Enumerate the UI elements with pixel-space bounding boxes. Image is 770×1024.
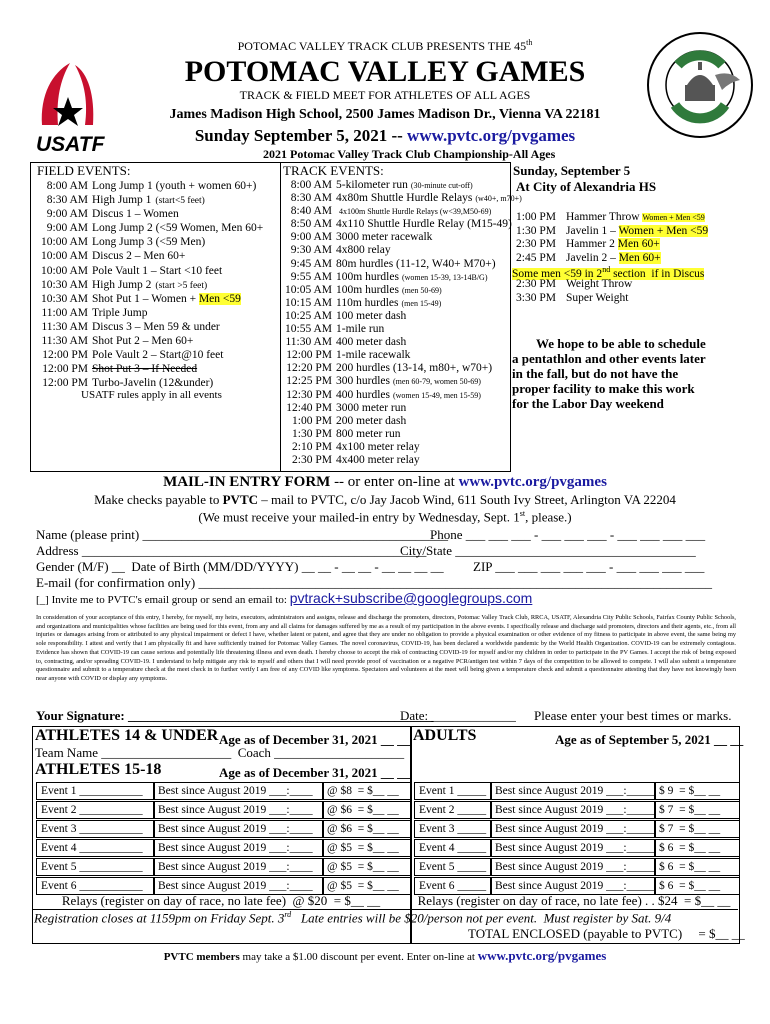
alexandria-event-highlight: Women + Men <59 (642, 213, 705, 222)
track-event-row (284, 218, 512, 231)
mail-in-heading (0, 474, 770, 491)
adult-event-fee[interactable]: $ 7 = $__ __ (654, 801, 740, 819)
discus-note-a: Some men <59 in 2 (512, 267, 603, 280)
invite-email-link[interactable]: pvtrack+subscribe@googlegroups.com (289, 590, 533, 606)
relays-youth[interactable]: Relays (register on day of race, no late fee) @ $20 = $__ __ (61, 893, 381, 908)
track-event-time: 12:40 PM (286, 401, 332, 414)
track-events-heading: TRACK EVENTS: (283, 163, 384, 178)
field-event-name: Discus 1 – Women (92, 208, 179, 221)
alexandria-event-highlight: Men 60+ (617, 238, 660, 250)
field-event-time: 8:00 AM (46, 180, 88, 192)
date-text: Sunday September 5, 2021 -- (194, 126, 408, 145)
track-event-row (284, 244, 509, 257)
field-event-row (34, 306, 279, 320)
track-event-time: 8:40 AM (290, 205, 332, 218)
youth-event-label[interactable]: Event 4 ___________ (36, 839, 155, 857)
field-event-row (34, 207, 279, 221)
track-event-time: 9:45 AM (290, 257, 332, 270)
athletes-15-heading: ATHLETES 15-18 (35, 761, 162, 778)
track-event-time: 10:25 AM (285, 309, 332, 322)
track-event-time: 12:30 PM (286, 388, 332, 401)
track-event-time: 9:30 AM (290, 244, 332, 257)
track-event-row (284, 428, 509, 441)
championship-line: 2021 Potomac Valley Track Club Championship-All Ages (263, 147, 556, 161)
track-event-time: 9:00 AM (290, 231, 332, 244)
track-event-name: 100m hurdles (336, 270, 399, 283)
field-event-row (34, 348, 279, 362)
alexandria-event-highlight: Men 60+ (618, 251, 661, 264)
track-event-name: 1-mile run (336, 323, 385, 336)
alexandria-event-time: 2:30 PM (516, 238, 556, 250)
field-events-heading: FIELD EVENTS: (37, 163, 131, 178)
field-event-row (34, 249, 279, 263)
field-event-name: Pole Vault 1 – Start <10 feet (92, 264, 223, 277)
track-event-row (284, 192, 522, 205)
track-event-row (284, 310, 509, 323)
adult-event-best[interactable]: Best since August 2019 ___:_____ (490, 820, 656, 838)
deadline-line (0, 509, 770, 525)
adult-event-best[interactable]: Best since August 2019 ___:_____ (490, 801, 656, 819)
field-event-time: 12:00 PM (42, 349, 88, 362)
presents-text: POTOMAC VALLEY TRACK CLUB PRESENTS THE 45 (237, 39, 527, 53)
track-event-note: (w40+, m70+) (475, 194, 522, 204)
youth-event-fee[interactable]: @ $8 = $__ __ (322, 782, 412, 800)
track-event-name: 4x100 meter relay (336, 440, 420, 453)
track-event-name: 4x400 meter relay (336, 453, 420, 466)
location: James Madison High School, 2500 James Madison Dr., Vienna VA 22181 (169, 107, 601, 122)
youth-event-best[interactable]: Best since August 2019 ___:____ (153, 877, 324, 895)
adult-event-best[interactable]: Best since August 2019 ___:_____ (490, 877, 656, 895)
track-event-time: 2:30 PM (292, 453, 332, 466)
youth-event-label[interactable]: Event 3 ___________ (36, 820, 155, 838)
track-event-row (284, 402, 509, 415)
alexandria-event-time: 1:00 PM (516, 211, 556, 223)
field-event-row (34, 221, 279, 235)
track-event-time: 10:15 AM (285, 296, 332, 309)
track-event-name: 5-kilometer run (336, 179, 408, 191)
alexandria-event-row (516, 211, 756, 225)
track-event-row (284, 349, 509, 362)
address-field[interactable]: Address _____________________________________________________ (36, 543, 427, 558)
signature-line[interactable] (36, 708, 433, 724)
field-event-row (34, 179, 279, 193)
track-event-row (284, 271, 509, 284)
adult-event-fee[interactable]: $ 6 = $__ __ (654, 877, 740, 895)
field-event-time: 10:30 AM (41, 292, 88, 305)
closing-a: Registration closes at 1159pm on Friday Sept. 3 (34, 910, 285, 926)
track-event-row (284, 362, 509, 375)
alexandria-event-name: Hammer 2 (566, 238, 618, 250)
field-event-row (34, 235, 279, 249)
footer-members: PVTC members (163, 951, 240, 963)
field-event-name: Discus 3 – Men 59 & under (92, 320, 220, 333)
alexandria-event-row (516, 292, 756, 306)
footer-line (0, 948, 770, 964)
alexandria-event-name: Javelin 2 – (566, 251, 619, 264)
best-times-note: Please enter your best times or marks. (534, 708, 732, 723)
alexandria-event-row (516, 238, 756, 252)
track-event-time: 8:00 AM (290, 179, 332, 191)
field-event-name: Shot Put 2 – Men 60+ (92, 335, 194, 348)
field-event-name: Discus 2 – Men 60+ (92, 250, 186, 263)
alexandria-event-name: Javelin 1 – (566, 224, 619, 237)
alexandria-event-time: 3:30 PM (516, 291, 556, 304)
adult-event-fee[interactable]: $ 6 = $__ __ (654, 858, 740, 876)
track-event-row (284, 205, 509, 218)
track-event-name: 4x800 relay (336, 244, 391, 257)
track-event-note: (women 15-39, 13-14B/G) (401, 272, 488, 282)
track-event-time: 10:55 AM (285, 323, 332, 336)
total-enclosed[interactable]: TOTAL ENCLOSED (payable to PVTC) = $__ __ (468, 926, 745, 941)
field-event-row (34, 292, 279, 306)
adult-event-best[interactable]: Best since August 2019 ___:_____ (490, 858, 656, 876)
track-event-name: 4x80m Shuttle Hurdle Relays (336, 192, 473, 205)
track-event-time: 1:00 PM (292, 414, 332, 427)
track-event-note: 4x100m Shuttle Hurdle Relays (w<39,M50-69) (339, 207, 492, 217)
discus-note-b: section if in Discus (610, 267, 705, 280)
team-coach-field[interactable]: Team Name ____________________ Coach ____________________ (35, 745, 405, 760)
field-event-name: Long Jump 2 (<59 Women, Men 60+ (92, 222, 264, 235)
youth-event-fee[interactable]: @ $6 = $__ __ (322, 801, 412, 819)
city-field[interactable]: City/State _____________________________________ (400, 543, 696, 558)
track-event-row (284, 389, 509, 402)
track-event-time: 11:30 AM (285, 336, 332, 349)
date-field[interactable]: Date: _____________ (400, 708, 516, 723)
youth-event-best[interactable]: Best since August 2019 ___:____ (153, 820, 324, 838)
field-event-row (34, 320, 279, 334)
track-event-name: 400 meter dash (336, 336, 407, 349)
track-event-time: 10:05 AM (285, 283, 332, 296)
track-event-note: (women 15-49, men 15-59) (392, 390, 481, 400)
track-event-time: 2:10 PM (292, 440, 332, 453)
field-event-time: 10:00 AM (41, 236, 88, 249)
youth-event-label[interactable]: Event 6 ___________ (36, 877, 155, 895)
youth-event-best[interactable]: Best since August 2019 ___:____ (153, 839, 324, 857)
date-line (0, 126, 770, 146)
deadline-b: , please.) (525, 509, 572, 525)
waiver-text: In consideration of your acceptance of this entry, I hereby, for myself, my heirs, executors, administrators and assigns, release and discharge the promoters, directors, Potomac Valley Track Club, RRCA, USATF, Alexandria City Public Schools, Fairfax County Public Schools, and organizations and municipalities whose facilities are being used for this event, from any and all claims for damages suffered by me as a result of my participation in the above events. I specifically release and discharge said promoters, directors and their agents, etc., from all injuries or damages arising from or attributed to any physical impairment or defect I have, whether latent or patent, and agree that they are under no obligation to provide a physical examination or other evidence of my fitness to participate in above event, the same being my sole responsibility. I attest and verify that I am physically fit and have sufficiently trained for Potomac Valley Games. The novel coronavirus, COVID-19, has been declared a worldwide pandemic by the World Health Organization. COVID-19 can be extremely contagious. Evidence has shown that COVID-19 can cause serious and potentially life threatening illness and even death. I hereby choose to accept the risk of contracting COVID-19 for myself and/or my children in order to participate in the PV Games. I accept the risk of being exposed to, contracting, and/or spreading COVID-19. I understand to help mitigate any risk to myself and others that I will need provide proof of vaccination or a negative PCR/antigen test within 7 days of the competition to be allowed to compete. I will also submit a temperature questionnaire and submit to a temperature check at the meet check in to further verify I am free of any COVID like symptoms. Spectators and volunteers at the meet will being given a temperature check and submit a questionnaire attesting that they have not knowingly been near anyone with COVID or display any symptoms. (36, 614, 736, 682)
field-event-time: 11:30 AM (41, 320, 88, 333)
presents-sup: th (526, 38, 533, 47)
header-url-link[interactable]: www.pvtc.org/pvgames (407, 126, 576, 145)
usatf-logo-text: USATF (36, 133, 105, 156)
alexandria-events-list (516, 211, 756, 265)
alexandria-event-name: Hammer Throw (566, 211, 643, 223)
adult-event-best[interactable]: Best since August 2019 ___:_____ (490, 839, 656, 857)
track-event-name: 3000 meter racewalk (336, 231, 433, 244)
mail-in-mid: -- or enter on-line at (330, 474, 459, 490)
youth-event-label[interactable]: Event 1 ___________ (36, 782, 155, 800)
field-events-list (34, 179, 279, 390)
track-event-time: 9:55 AM (290, 270, 332, 283)
field-event-note: (start<5 feet) (155, 196, 205, 207)
alexandria-event-name: Super Weight (566, 291, 629, 304)
track-event-row (284, 284, 509, 297)
presents-line (0, 38, 770, 54)
adult-event-label[interactable]: Event 5 _____ (414, 858, 492, 876)
invite-line (36, 590, 532, 608)
page-title: POTOMAC VALLEY GAMES (184, 55, 586, 88)
alexandria-event-row (516, 278, 756, 292)
adult-event-label[interactable]: Event 6 _____ (414, 877, 492, 895)
adults-age[interactable]: Age as of September 5, 2021 __ __ (555, 732, 744, 747)
track-event-note: (men 15-49) (401, 298, 442, 308)
alexandria-location: At City of Alexandria HS (516, 179, 657, 194)
adult-event-label[interactable]: Event 4 _____ (414, 839, 492, 857)
alexandria-events-list-2 (516, 278, 756, 305)
track-events-list (284, 179, 522, 467)
name-field[interactable]: Name (please print) _______________________________________________ (36, 527, 448, 542)
checks-line (0, 492, 770, 508)
field-event-time: 10:30 AM (41, 278, 88, 291)
athletes-14-age[interactable]: Age as of December 31, 2021 __ __ (219, 732, 411, 747)
field-event-time: 12:00 PM (42, 363, 88, 376)
track-event-name: 800 meter run (336, 427, 401, 440)
alexandria-event-row (516, 225, 756, 239)
track-event-row (284, 336, 509, 349)
alexandria-event-highlight: Women + Men <59 (618, 224, 709, 237)
track-event-name: 3000 meter run (336, 401, 407, 414)
usatf-rules-note: USATF rules apply in all events (81, 389, 222, 401)
track-event-row (284, 454, 509, 467)
closing-sup: rd (284, 910, 292, 919)
track-event-row (284, 231, 509, 244)
alexandria-date: Sunday, September 5 (513, 163, 631, 178)
field-event-name: Shot Put 1 – Women + (92, 292, 199, 305)
field-event-row (34, 264, 279, 278)
email-field[interactable]: E-mail (for confirmation only) _______________________________________________________________________________ (36, 575, 712, 590)
signature-blank: _______________________________________________ (127, 708, 434, 723)
track-event-name: 100m hurdles (336, 283, 399, 296)
adult-event-fee[interactable]: $ 7 = $__ __ (654, 820, 740, 838)
athletes-15-age[interactable]: Age as of December 31, 2021 __ __ (219, 765, 411, 780)
field-event-time: 11:30 AM (41, 335, 88, 348)
footer-text: may take a $1.00 discount per event. Enter on-line at (239, 951, 478, 963)
track-event-name: 100 meter dash (336, 309, 407, 322)
gender-dob-field[interactable]: Gender (M/F) __ Date of Birth (MM/DD/YYYY) __ __ - __ __ - __ __ __ __ (36, 559, 444, 574)
alexandria-event-name: Weight Throw (566, 278, 633, 290)
track-event-name: 300 hurdles (336, 375, 390, 388)
youth-event-best[interactable]: Best since August 2019 ___:____ (153, 858, 324, 876)
adult-event-fee[interactable]: $ 6 = $__ __ (654, 839, 740, 857)
field-event-name: Triple Jump (92, 306, 148, 319)
track-event-name: 110m hurdles (336, 296, 399, 309)
youth-event-fee[interactable]: @ $5 = $__ __ (322, 839, 412, 857)
athletes-14-heading: ATHLETES 14 & UNDER (35, 727, 219, 744)
adult-event-best[interactable]: Best since August 2019 ___:_____ (490, 782, 656, 800)
field-event-row (34, 193, 279, 207)
youth-event-fee[interactable]: @ $6 = $__ __ (322, 820, 412, 838)
field-event-time: 12:00 PM (42, 377, 88, 390)
alexandria-event-time: 2:30 PM (516, 278, 556, 290)
checks-c: – mail to PVTC, c/o Jay Jacob Wind, 611 South Ivy Street, Arlington VA 22204 (258, 492, 676, 507)
adult-event-label[interactable]: Event 1 _____ (414, 782, 492, 800)
track-event-row (284, 179, 509, 192)
pentathlon-note: We hope to be able to schedule a pentathlon and other events later in the fall, but do not have the proper facility to make this work for the Labor Day weekend (512, 336, 706, 411)
signature-label: Your Signature: (36, 708, 128, 723)
track-event-name: 4x110 Shuttle Hurdle Relay (M15-49) (336, 218, 512, 231)
field-event-name: Shot Put 3 – If Needed (92, 363, 198, 376)
subtitle: TRACK & FIELD MEET FOR ATHLETES OF ALL AGES (239, 88, 531, 102)
checks-b: PVTC (222, 492, 258, 507)
alexandria-event-time: 2:45 PM (516, 251, 556, 264)
invite-checkbox-label[interactable]: [_] Invite me to PVTC's email group or send an email to: (36, 594, 290, 606)
track-event-row (284, 297, 509, 310)
track-event-time: 12:20 PM (286, 362, 332, 375)
field-event-time: 9:00 AM (46, 222, 88, 235)
adult-event-label[interactable]: Event 2 _____ (414, 801, 492, 819)
field-event-name: High Jump 1 (92, 194, 152, 207)
youth-event-best[interactable]: Best since August 2019 ___:____ (153, 782, 324, 800)
field-event-time: 8:30 AM (46, 194, 88, 207)
youth-event-fee[interactable]: @ $5 = $__ __ (322, 877, 412, 895)
field-event-row (34, 278, 279, 292)
track-event-row (284, 258, 509, 271)
track-event-row (284, 323, 509, 336)
field-event-highlight: Men <59 (198, 292, 241, 305)
youth-event-fee[interactable]: @ $5 = $__ __ (322, 858, 412, 876)
mail-in-title: MAIL-IN ENTRY FORM (163, 474, 331, 490)
field-event-time: 10:00 AM (41, 264, 88, 277)
footer-url-link[interactable]: www.pvtc.org/pvgames (477, 948, 607, 963)
alexandria-event-time: 1:30 PM (516, 224, 556, 237)
zip-field[interactable]: ZIP ___ ___ ___ ___ ___ - ___ ___ ___ ___ (473, 559, 705, 574)
field-event-note: (start >5 feet) (155, 280, 208, 291)
field-event-name: Pole Vault 2 – Start@10 feet (92, 349, 224, 362)
deadline-a: (We must receive your mailed-in entry by Wednesday, Sept. 1 (198, 509, 520, 525)
track-event-time: 12:25 PM (286, 375, 332, 388)
field-event-row (34, 362, 279, 376)
mail-in-url-link[interactable]: www.pvtc.org/pvgames (458, 474, 607, 490)
youth-event-label[interactable]: Event 2 ___________ (36, 801, 155, 819)
closing-b: Late entries will be $20/person not per event. Must register by Sat. 9/4 (291, 910, 672, 926)
track-event-note: (men 50-69) (401, 285, 442, 295)
track-event-name: 1-mile racewalk (336, 349, 411, 362)
adult-event-fee[interactable]: $ 9 = $__ __ (654, 782, 740, 800)
track-event-row (284, 375, 509, 388)
track-event-name: 200 hurdles (13-14, m80+, w70+) (336, 362, 493, 375)
field-event-time: 11:00 AM (41, 306, 88, 319)
adults-heading: ADULTS (413, 727, 477, 744)
closing-note (34, 910, 671, 926)
field-event-row (34, 334, 279, 348)
field-event-name: High Jump 2 (92, 278, 152, 291)
track-event-time: 1:30 PM (292, 427, 332, 440)
checks-a: Make checks payable to (94, 492, 223, 507)
track-event-name: 80m hurdles (11-12, W40+ M70+) (336, 257, 496, 270)
field-event-name: Long Jump 1 (youth + women 60+) (92, 180, 257, 192)
adult-event-label[interactable]: Event 3 _____ (414, 820, 492, 838)
track-event-name: 200 meter dash (336, 414, 407, 427)
track-event-time: 8:50 AM (290, 218, 332, 231)
track-event-name: 400 hurdles (336, 388, 390, 401)
track-event-time: 8:30 AM (290, 192, 332, 205)
deadline-sup: st (519, 509, 526, 518)
field-event-time: 10:00 AM (41, 250, 88, 263)
field-event-time: 9:00 AM (46, 208, 88, 221)
track-event-row (284, 415, 509, 428)
field-event-name: Turbo-Javelin (12&under) (92, 377, 214, 390)
track-event-note: (men 60-79, women 50-69) (392, 377, 481, 387)
relays-adult[interactable]: Relays (register on day of race, no late fee) . . $24 = $__ __ (417, 893, 731, 908)
track-event-row (284, 441, 509, 454)
field-event-name: Long Jump 3 (<59 Men) (92, 236, 206, 249)
alexandria-event-row (516, 252, 756, 266)
phone-field[interactable]: Phone ___ ___ ___ - ___ ___ ___ - ___ ___ ___ ___ (430, 527, 706, 542)
discus-note-sup: nd (602, 265, 611, 274)
youth-event-label[interactable]: Event 5 ___________ (36, 858, 155, 876)
track-event-note: (30-minute cut-off) (410, 181, 473, 190)
track-event-time: 12:00 PM (286, 349, 332, 362)
youth-event-best[interactable]: Best since August 2019 ___:____ (153, 801, 324, 819)
